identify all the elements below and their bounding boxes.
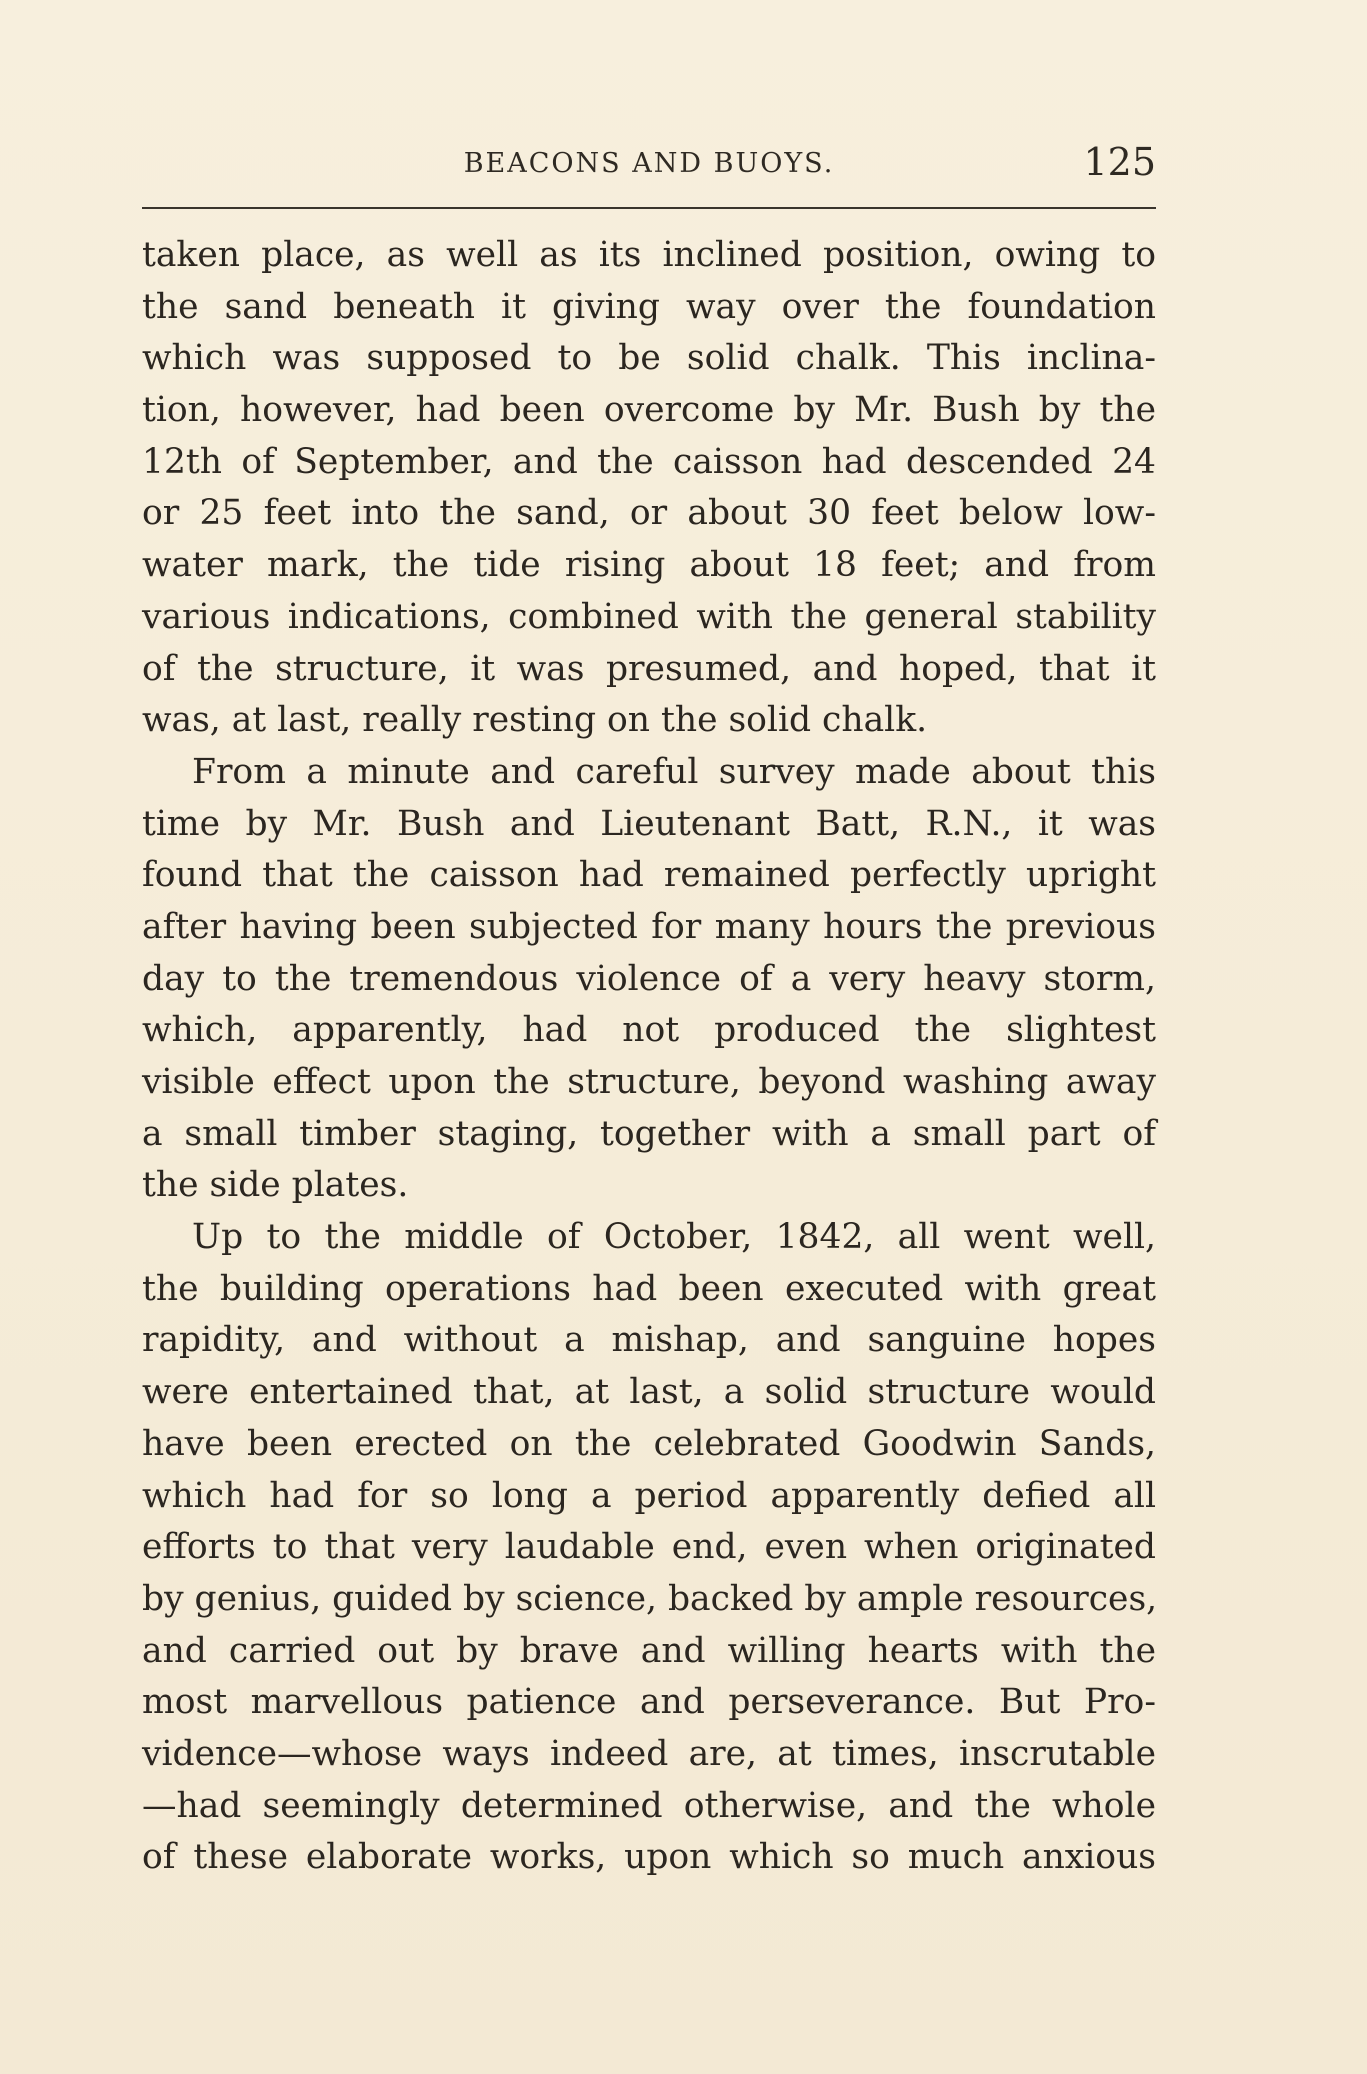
text-line: found that the caisson had remained perfectly upright [142, 855, 1156, 896]
text-line: time by Mr. Bush and Lieutenant Batt, R.N., it was [142, 803, 1156, 844]
text-line: taken place, as well as its inclined position, owing to [142, 235, 1156, 275]
text-line: vidence—whose ways indeed are, at times, inscrutable [142, 1733, 1156, 1774]
text-line: after having been subjected for many hours the previous [142, 906, 1156, 947]
text-line: various indications, combined with the general stability [142, 596, 1156, 637]
text-line: which, apparently, had not produced the slightest [142, 1010, 1156, 1051]
text-line: 12th of September, and the caisson had descended 24 [142, 441, 1156, 482]
text-line: tion, however, had been overcome by Mr. Bush by the [142, 390, 1156, 431]
text-line: the sand beneath it giving way over the foundation [142, 286, 1156, 327]
text-line: which was supposed to be solid chalk. This inclina- [142, 338, 1156, 379]
text-line: by genius, guided by science, backed by ample resources, [142, 1578, 1158, 1619]
text-line: water mark, the tide rising about 18 feet; and from [142, 545, 1156, 586]
running-title: BEACONS AND BUOYS. [463, 148, 835, 179]
text-line: visible effect upon the structure, beyond washing away [142, 1062, 1156, 1102]
text-line: which had for so long a period apparently defied all [142, 1475, 1156, 1516]
paragraph-start-line: From a minute and careful survey made about this [192, 751, 1156, 792]
text-line: were entertained that, at last, a solid structure would [142, 1372, 1156, 1413]
text-line: have been erected on the celebrated Goodwin Sands, [142, 1423, 1156, 1464]
text-line: a small timber staging, together with a small part of [142, 1113, 1156, 1154]
text-line: most marvellous patience and perseverance. But Pro- [142, 1682, 1156, 1723]
page-number: 125 [1083, 140, 1156, 184]
text-line: —had seemingly determined otherwise, and the whole [142, 1785, 1156, 1826]
running-head [142, 140, 1156, 190]
text-line: rapidity, and without a mishap, and sanguine hopes [142, 1320, 1156, 1361]
text-line: efforts to that very laudable end, even when originated [142, 1527, 1156, 1568]
text-line: and carried out by brave and willing hearts with the [142, 1630, 1156, 1671]
text-line: the building operations had been executed with great [142, 1268, 1156, 1309]
text-line: day to the tremendous violence of a very heavy storm, [142, 958, 1156, 999]
text-line: of these elaborate works, upon which so much anxious [142, 1837, 1156, 1878]
paragraph-start-line: Up to the middle of October, 1842, all went well, [192, 1217, 1156, 1258]
paragraph-end-line: the side plates. [142, 1165, 409, 1206]
header-rule [142, 207, 1156, 209]
body-text [142, 230, 1156, 1884]
paragraph-end-line: was, at last, really resting on the solid chalk. [142, 700, 928, 741]
text-line: of the structure, it was presumed, and hoped, that it [142, 648, 1156, 689]
text-line: or 25 feet into the sand, or about 30 feet below low- [142, 493, 1156, 534]
